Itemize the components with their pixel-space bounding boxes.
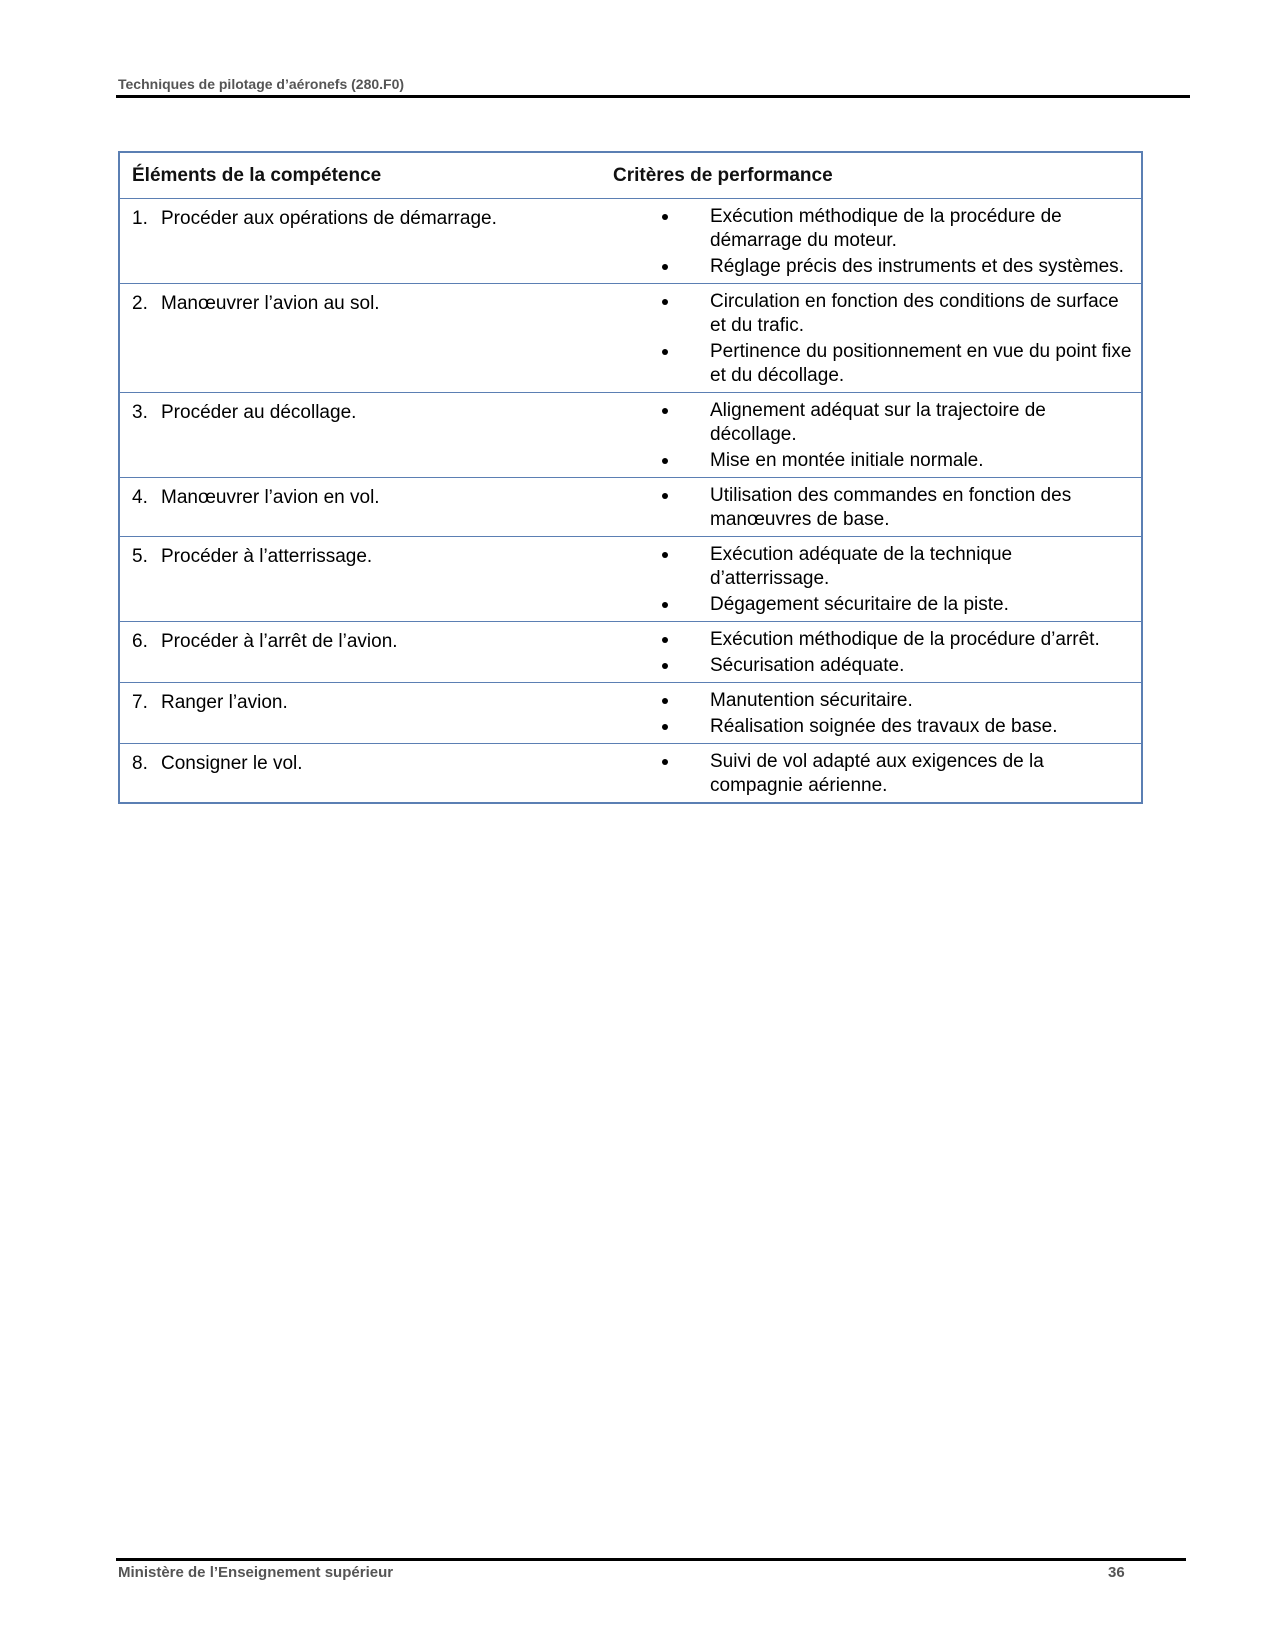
element-cell xyxy=(120,393,640,477)
element-text: Procéder aux opérations de démarrage. xyxy=(161,208,497,229)
bullet-icon xyxy=(640,205,710,253)
criterion-item: Exécution méthodique de la procédure de démarrage du moteur. xyxy=(640,205,1135,253)
criterion-item: Réalisation soignée des travaux de base. xyxy=(640,715,1135,739)
header-divider xyxy=(116,95,1190,98)
table-row xyxy=(120,682,1141,743)
element-cell xyxy=(120,537,640,621)
element-number: 4. xyxy=(132,487,148,508)
table-row xyxy=(120,283,1141,392)
criterion-item: Suivi de vol adapté aux exigences de la compagnie aérienne. xyxy=(640,750,1135,798)
element-text: Ranger l’avion. xyxy=(161,692,288,713)
element-text: Manœuvrer l’avion au sol. xyxy=(161,293,380,314)
bullet-icon xyxy=(640,484,710,532)
element-number: 2. xyxy=(132,293,148,314)
element-text: Procéder au décollage. xyxy=(161,402,357,423)
element-cell xyxy=(120,744,640,802)
element-number: 7. xyxy=(132,692,148,713)
table-row xyxy=(120,198,1141,283)
element-text: Procéder à l’atterrissage. xyxy=(161,546,373,567)
element-number: 5. xyxy=(132,546,148,567)
element-cell xyxy=(120,478,640,536)
criteria-cell xyxy=(640,199,1141,283)
criterion-item: Exécution adéquate de la technique d’atterrissage. xyxy=(640,543,1135,591)
bullet-icon xyxy=(640,628,710,652)
element-text: Manœuvrer l’avion en vol. xyxy=(161,487,380,508)
table-row xyxy=(120,536,1141,621)
bullet-icon xyxy=(640,654,710,678)
table-row xyxy=(120,621,1141,682)
criteria-cell xyxy=(640,478,1141,536)
element-number: 6. xyxy=(132,631,148,652)
bullet-icon xyxy=(640,750,710,798)
element-number: 1. xyxy=(132,208,148,229)
criteria-cell xyxy=(640,622,1141,682)
column-header-criteria: Critères de performance xyxy=(613,164,833,186)
table-row xyxy=(120,743,1141,802)
criteria-cell xyxy=(640,284,1141,392)
footer-divider xyxy=(116,1558,1186,1561)
element-cell xyxy=(120,622,640,682)
criterion-item: Utilisation des commandes en fonction des manœuvres de base. xyxy=(640,484,1135,532)
criteria-cell xyxy=(640,537,1141,621)
bullet-icon xyxy=(640,715,710,739)
criterion-item: Sécurisation adéquate. xyxy=(640,654,1135,678)
criterion-item: Mise en montée initiale normale. xyxy=(640,449,1135,473)
criterion-item: Réglage précis des instruments et des systèmes. xyxy=(640,255,1135,279)
bullet-icon xyxy=(640,689,710,713)
competence-table xyxy=(118,151,1143,804)
element-cell xyxy=(120,683,640,743)
element-text: Consigner le vol. xyxy=(161,753,303,774)
element-number: 8. xyxy=(132,753,148,774)
bullet-icon xyxy=(640,255,710,279)
element-cell xyxy=(120,284,640,392)
criterion-item: Exécution méthodique de la procédure d’arrêt. xyxy=(640,628,1135,652)
footer-ministry: Ministère de l’Enseignement supérieur xyxy=(118,1564,394,1581)
criterion-item: Circulation en fonction des conditions de surface et du trafic. xyxy=(640,290,1135,338)
criterion-item: Alignement adéquat sur la trajectoire de décollage. xyxy=(640,399,1135,447)
element-cell xyxy=(120,199,640,283)
column-header-elements: Éléments de la compétence xyxy=(132,164,382,186)
bullet-icon xyxy=(640,399,710,447)
table-row xyxy=(120,477,1141,536)
bullet-icon xyxy=(640,593,710,617)
table-row xyxy=(120,392,1141,477)
element-text: Procéder à l’arrêt de l’avion. xyxy=(161,631,398,652)
criterion-item: Manutention sécuritaire. xyxy=(640,689,1135,713)
bullet-icon xyxy=(640,543,710,591)
bullet-icon xyxy=(640,340,710,388)
bullet-icon xyxy=(640,449,710,473)
criterion-item: Pertinence du positionnement en vue du point fixe et du décollage. xyxy=(640,340,1135,388)
criteria-cell xyxy=(640,683,1141,743)
element-number: 3. xyxy=(132,402,148,423)
page-number: 36 xyxy=(1108,1564,1125,1581)
table-header-row xyxy=(120,153,1141,198)
criteria-cell xyxy=(640,744,1141,802)
criteria-cell xyxy=(640,393,1141,477)
criterion-item: Dégagement sécuritaire de la piste. xyxy=(640,593,1135,617)
document-header-title: Techniques de pilotage d’aéronefs (280.F0) xyxy=(118,76,405,92)
bullet-icon xyxy=(640,290,710,338)
